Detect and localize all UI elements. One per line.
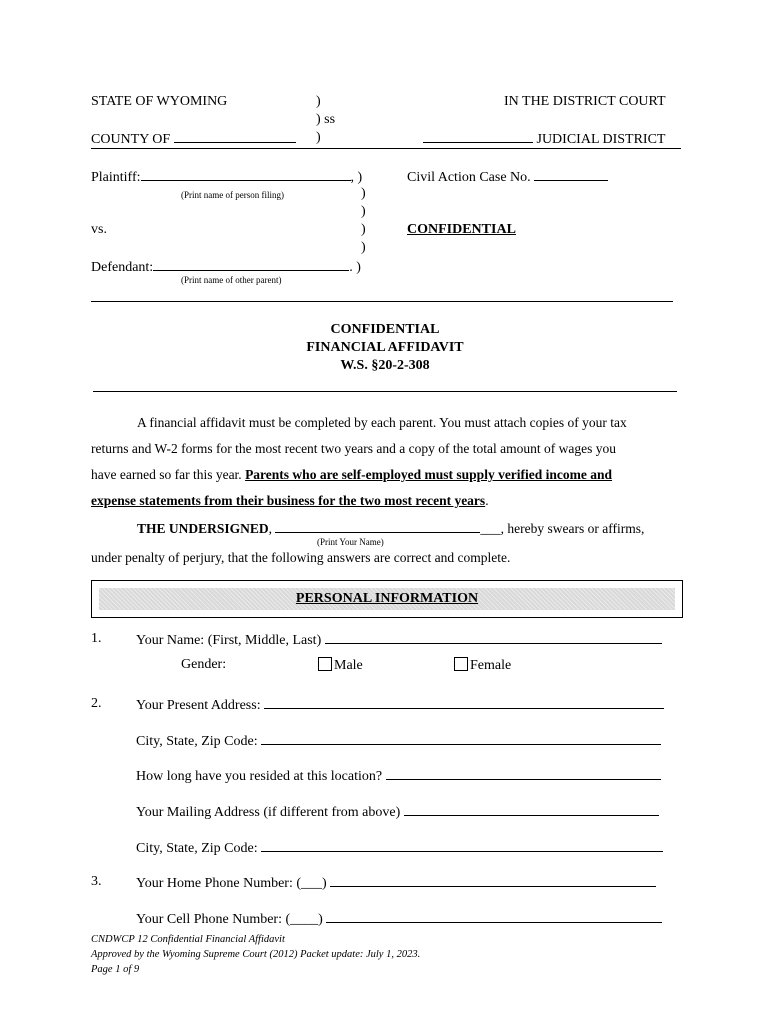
q2-number: 2. [91,696,102,711]
cell-phone-row [136,910,662,928]
city-state-zip-label: City, State, Zip Code: [136,734,258,749]
title-financial-affidavit: FINANCIAL AFFIDAVIT [306,340,464,355]
q1-row [136,631,662,649]
civil-action-label: Civil Action Case No. [407,170,531,185]
court-label: IN THE DISTRICT COURT [504,94,666,109]
vs-label: vs. [91,222,107,237]
footer-approval: Approved by the Wyoming Supreme Court (2012) Packet update: July 1, 2023. [91,949,421,960]
intro-line-3 [91,467,612,483]
caption-divider [91,148,681,149]
caption-paren: ) [361,240,366,255]
undersigned-comma: , [268,521,276,536]
q3-number: 3. [91,874,102,889]
intro-line-2: returns and W-2 forms for the most recent two years and a copy of the total amount of wages you [91,441,616,456]
gender-female-option[interactable] [454,657,511,674]
mailing-address-field[interactable] [404,803,659,816]
caption-paren: ) [316,130,321,145]
county-row [91,130,296,148]
plaintiff-label: Plaintiff: [91,170,141,185]
caption-period-paren: . ) [349,260,361,275]
caption-ss: ) ss [316,112,336,127]
how-long-field[interactable] [386,767,661,780]
mailing-address-row [136,803,659,821]
county-field[interactable] [174,130,296,143]
self-employed-notice: Parents who are self-employed must supply verified income and [245,467,613,482]
confidential-label: CONFIDENTIAL [407,222,516,237]
defendant-row [91,258,361,276]
your-name-field[interactable] [325,631,662,644]
footer-page-number: Page 1 of 9 [91,964,140,975]
present-address-row [136,696,664,714]
undersigned-row [137,520,644,537]
undersigned-tail: ___, hereby swears or affirms, [480,521,645,536]
undersigned-name-field[interactable] [275,520,480,533]
judicial-district-label: JUDICIAL DISTRICT [536,132,666,147]
plaintiff-hint: (Print name of person filing) [181,190,284,200]
how-long-label: How long have you resided at this location? [136,769,383,784]
defendant-field[interactable] [153,258,349,271]
q1-number: 1. [91,631,102,646]
your-name-label: Your Name: (First, Middle, Last) [136,633,322,648]
footer-form-id: CNDWCP 12 Confidential Financial Affidavit [91,934,285,945]
male-checkbox[interactable] [318,657,332,671]
gender-male-option[interactable] [318,657,363,674]
intro-line-3-plain: have earned so far this year. [91,467,246,482]
title-statute: W.S. §20-2-308 [340,358,430,373]
caption-comma-paren: , ) [350,170,363,185]
case-number-field[interactable] [534,168,608,181]
personal-information-header [91,580,683,618]
title-confidential: CONFIDENTIAL [330,322,440,337]
mailing-address-label: Your Mailing Address (if different from above) [136,805,401,820]
personal-information-band [99,588,675,610]
perjury-statement: under penalty of perjury, that the following answers are correct and complete. [91,550,511,565]
plaintiff-row [91,168,362,186]
defendant-label: Defendant: [91,260,154,275]
how-long-row [136,767,661,785]
intro-line-1: A financial affidavit must be completed by each parent. You must attach copies of your tax [137,415,627,430]
intro-line-4 [91,493,489,509]
state-label: STATE OF WYOMING [91,94,228,109]
present-address-field[interactable] [264,696,664,709]
female-label: Female [470,658,512,673]
judicial-district-row [423,130,665,148]
city-state-zip-row-2 [136,839,663,857]
present-address-label: Your Present Address: [136,698,261,713]
caption-bottom-line [91,301,673,302]
title-bottom-line [93,391,677,392]
defendant-hint: (Print name of other parent) [181,275,282,285]
print-your-name-hint: (Print Your Name) [317,537,384,547]
home-phone-field[interactable] [330,874,656,887]
civil-action-row [407,168,608,186]
plaintiff-field[interactable] [141,168,351,181]
caption-paren: ) [361,222,366,237]
cell-phone-field[interactable] [326,910,662,923]
city-state-zip-row-1 [136,732,661,750]
self-employed-notice-cont: expense statements from their business for the two most recent years [91,493,486,508]
city-state-zip-field-2[interactable] [261,839,663,852]
male-label: Male [334,658,363,673]
caption-paren: ) [361,186,366,201]
caption-paren: ) [316,94,321,109]
gender-label: Gender: [181,657,227,672]
caption-paren: ) [361,204,366,219]
city-state-zip-field-1[interactable] [261,732,661,745]
home-phone-label: Your Home Phone Number: (___) [136,876,327,891]
intro-line-4-end: . [485,493,489,508]
personal-information-title: PERSONAL INFORMATION [295,591,479,606]
city-state-zip-label: City, State, Zip Code: [136,841,258,856]
cell-phone-label: Your Cell Phone Number: (____) [136,912,323,927]
undersigned-label: THE UNDERSIGNED [137,521,269,536]
home-phone-row [136,874,656,892]
female-checkbox[interactable] [454,657,468,671]
district-number-field[interactable] [423,130,533,143]
county-label: COUNTY OF [91,132,171,147]
